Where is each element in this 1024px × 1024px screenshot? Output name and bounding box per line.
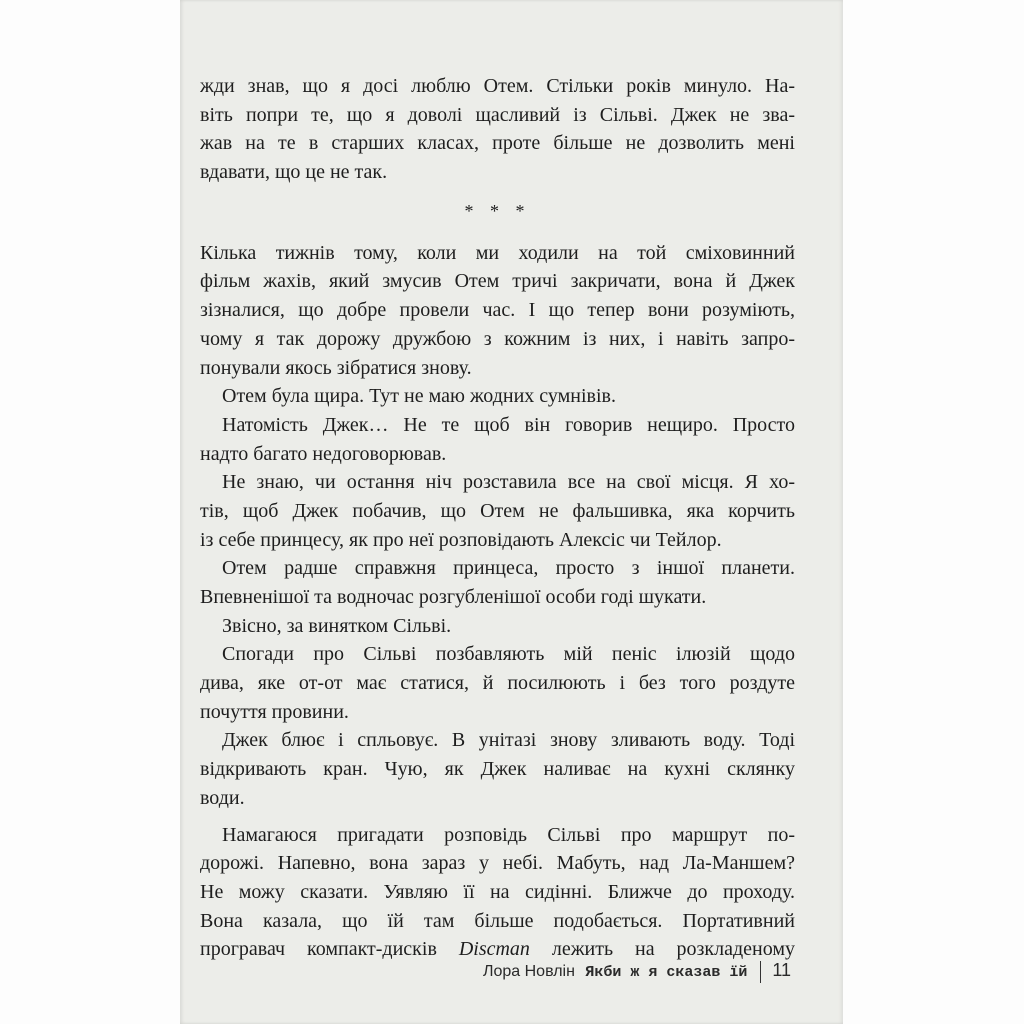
text-line: фільм жахів, який змусив Отем тричі закричати, вона й Джек	[200, 270, 795, 293]
text-line: Не знаю, чи остання ніч розставила все на свої місця. Я хо-	[222, 471, 795, 494]
text-line: почуття провини.	[200, 700, 349, 723]
text-line: чому я так дорожу дружбою з кожним із них, і навіть запро-	[200, 327, 795, 350]
text-line: Джек блює і спльовує. В унітазі знову зливають воду. Тоді	[222, 729, 795, 752]
text-line: Не можу сказати. Уявляю її на сидінні. Ближче до проходу.	[200, 880, 795, 903]
text-line: Кілька тижнів тому, коли ми ходили на той сміховинний	[200, 241, 795, 264]
paragraph	[200, 821, 795, 964]
text-line: відкривають кран. Чую, як Джек наливає на кухні склянку	[200, 758, 795, 781]
text-line: надто багато недоговорював.	[200, 442, 447, 465]
paragraph	[200, 468, 795, 554]
paragraph	[200, 239, 795, 382]
paragraph	[200, 382, 795, 411]
text-line: вдавати, що це не так.	[200, 161, 388, 184]
text-line: віть попри те, що я доволі щасливий із Сільві. Джек не зва-	[200, 103, 795, 126]
text-line: понували якось зібратися знову.	[200, 356, 472, 379]
italic-product-name: Discman	[458, 938, 530, 961]
text-fragment: лежить на розкладеному	[529, 938, 795, 961]
text-line: Отем радше справжня принцеса, просто з іншої планети.	[222, 557, 795, 580]
text-line: Звісно, за винятком Сільві.	[222, 614, 452, 637]
text-line: дорожі. Напевно, вона зараз у небі. Мабуть, над Ла-Маншем?	[200, 852, 795, 875]
text-line: жав на те в старших класах, проте більше не дозволить мені	[200, 132, 795, 155]
paragraph	[200, 72, 795, 187]
text-line: Натомість Джек… Не те щоб він говорив нещиро. Просто	[222, 413, 795, 436]
page-number: 11	[772, 960, 791, 980]
text-line: Впевненішої та водночас розгубленішої особи годі шукати.	[200, 586, 707, 608]
footer-divider	[760, 961, 761, 983]
footer-author: Лора Новлін	[482, 963, 575, 980]
paragraph	[200, 726, 795, 812]
section-separator: * * *	[464, 200, 531, 221]
text-fragment: програвач компакт-дисків	[200, 938, 459, 961]
text-line: дива, яке от-от має статися, й посилюють і без того роздуте	[200, 672, 795, 695]
text-line: жди знав, що я досі люблю Отем. Стільки років минуло. На-	[200, 75, 795, 97]
body-text	[200, 72, 795, 964]
text-line: Спогади про Сільві позбавляють мій пеніс ілюзій щодо	[222, 643, 795, 666]
footer-book-title: Якби ж я сказав їй	[585, 964, 748, 981]
text-line: Отем була щира. Тут не маю жодних сумнівів.	[222, 385, 617, 408]
text-line: Намагаюся пригадати розповідь Сільві про маршрут по-	[222, 823, 795, 846]
text-line: тів, щоб Джек побачив, що Отем не фальшивка, яка корчить	[200, 499, 795, 522]
paragraph	[200, 411, 795, 468]
text-line: води.	[200, 786, 245, 809]
paragraph	[200, 640, 795, 726]
paragraph	[200, 554, 795, 611]
text-line: зізналися, що добре провели час. І що тепер вони розуміють,	[200, 299, 795, 322]
running-footer	[483, 960, 791, 983]
text-line: Вона казала, що їй там більше подобається. Портативний	[200, 909, 795, 932]
paragraph	[200, 612, 795, 641]
text-line: із себе принцесу, як про неї розповідають Алексіс чи Тейлор.	[200, 528, 722, 551]
